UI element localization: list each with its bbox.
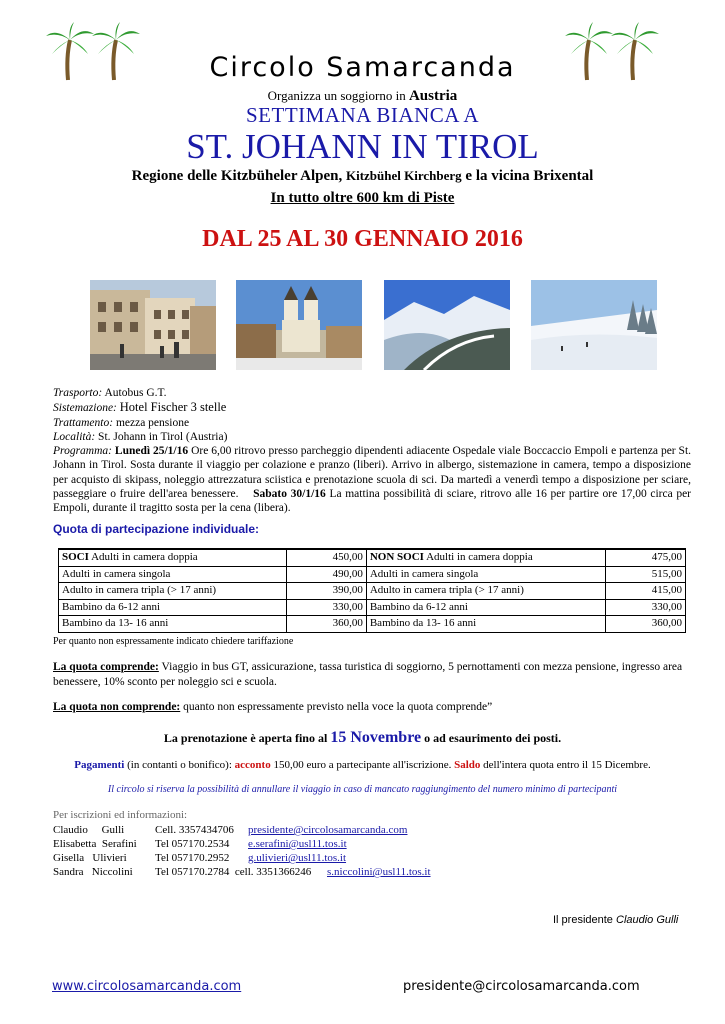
day1-label: Lunedì 25/1/16 [114, 445, 189, 458]
soci-description-text: Adulti in camera doppia [91, 551, 198, 563]
table-row [59, 549, 686, 566]
trip-info [53, 386, 691, 516]
nonsoci-price [605, 599, 685, 616]
day2-text: La mattina possibilità di sciare, ritrovo alle 16 per partire ore 17,00 circa per Empoli, durante il tragitto sosta per la cena (libera). [53, 488, 692, 515]
nonsoci-description-text: Adulti in camera singola [369, 567, 479, 580]
piste-line: In tutto oltre 600 km di Piste [270, 190, 455, 206]
day1-text: Ore 6,00 ritrovo presso parcheggio dipendenti adiacente Ospedale viale Boccaccio Empoli e partenza per St. Johann in Tirol. Sosta durante il viaggio per colazione e pranzo (liberi). Arrivo in albergo, sistemazione in camera, tempo a disposizione per acquisto di skipass, noleggio attrezzatura sciistica e prenotazione scuola di sci. Da martedì a venerdì tempo a disposizione per sciare, passeggiare o fruire dell'area benessere. [53, 445, 692, 501]
sistemazione-value: Hotel Fischer 3 stelle [119, 400, 227, 415]
soci-price-text: 390,00 [332, 584, 363, 596]
nonsoci-description [366, 599, 605, 616]
contact-email-link[interactable]: s.niccolini@usl11.tos.it [327, 866, 431, 878]
category-label: SOCI [62, 551, 89, 563]
photo-church [236, 280, 362, 370]
photo-town-street [90, 280, 216, 370]
trattamento-value: mezza pensione [115, 416, 190, 429]
contact-phone: Cell. 3357434706 [155, 824, 234, 836]
soci-price [286, 616, 366, 633]
nonsoci-description [366, 583, 605, 600]
prenotazione-suffix: o ad esaurimento dei posti. [424, 731, 562, 745]
prenotazione-prefix: La prenotazione è aperta fino al [163, 731, 328, 745]
nonsoci-description [366, 566, 605, 583]
contact-phone: Tel 057170.2952 [155, 852, 230, 864]
trasporto-value: Autobus G.T. [104, 387, 167, 399]
quota-title: Quota di partecipazione individuale: [53, 522, 260, 536]
contact-phone: Tel 057170.2784 cell. 3351366246 [155, 866, 312, 878]
nonsoci-price [605, 583, 685, 600]
soci-description-text: Adulto in camera tripla (> 17 anni) [62, 584, 217, 596]
nonsoci-price-text: 415,00 [651, 584, 682, 596]
pagamenti-line [0, 759, 725, 771]
signature-role: Il presidente [553, 914, 613, 926]
contact-phone: Tel 057170.2534 [155, 838, 230, 850]
contact-name: Claudio Gulli [53, 824, 125, 836]
signature [553, 914, 678, 926]
event-kicker: SETTIMANA BIANCA A [245, 103, 480, 127]
tariff-note: Per quanto non espressamente indicato chiedere tariffazione [53, 636, 294, 647]
prenotazione-date: 15 Novembre [330, 729, 422, 746]
contact-email-link[interactable]: g.ulivieri@usl11.tos.it [248, 852, 347, 864]
localita-value: St. Johann in Tirol (Austria) [98, 430, 228, 443]
riserva-note: Il circolo si riserva la possibilità di annullare il viaggio in caso di mancato raggiungimento del numero minimo di partecipanti [107, 784, 618, 795]
soci-price [286, 599, 366, 616]
soci-description [59, 616, 287, 633]
nonsoci-price-text: 360,00 [651, 617, 682, 629]
soci-description-text: Bambino da 13- 16 anni [62, 617, 169, 629]
photo-ski-slope [384, 280, 510, 370]
soci-description-text: Bambino da 6-12 anni [62, 600, 161, 613]
sistemazione-label: Sistemazione: [53, 402, 117, 415]
contact-email-link[interactable]: e.serafini@usl11.tos.it [248, 838, 347, 850]
contact-email-link[interactable]: presidente@circolosamarcanda.com [248, 824, 408, 836]
comprende-label: La quota comprende: [53, 661, 159, 673]
contact-name: Sandra Niccolini [53, 866, 133, 878]
nonsoci-price-text: 475,00 [651, 551, 682, 563]
comprende-text: Viaggio in bus GT, assicurazione, tassa turistica di soggiorno, 5 pernottamenti con mezza pensione, ingresso area benessere, 10% sconto per noleggio sci e scuola. [53, 661, 683, 688]
pagamenti-text2: 150,00 euro a partecipante all'iscrizione. [273, 759, 452, 771]
soci-description [59, 583, 287, 600]
trasporto-label: Trasporto: [53, 387, 103, 399]
pagamenti-text1: (in contanti o bonifico): [127, 759, 232, 771]
quota-non-comprende [53, 700, 693, 715]
soci-price [286, 583, 366, 600]
nonsoci-price [605, 549, 685, 566]
soci-price-text: 330,00 [332, 600, 363, 613]
soci-description [59, 566, 287, 583]
nonsoci-price-text: 330,00 [651, 600, 682, 613]
nonsoci-description [366, 616, 605, 633]
soci-description [59, 599, 287, 616]
nonsoci-description-text: Adulto in camera tripla (> 17 anni) [369, 584, 524, 596]
quota-comprende [53, 660, 693, 690]
localita-label: Località: [53, 430, 96, 443]
nonsoci-description-text: Adulti in camera doppia [426, 551, 533, 563]
soci-price-text: 450,00 [332, 551, 363, 563]
event-dates: DAL 25 AL 30 GENNAIO 2016 [202, 226, 523, 252]
signature-name: Claudio Gulli [616, 914, 679, 926]
soci-price [286, 566, 366, 583]
footer-email: presidente@circolosamarcanda.com [403, 979, 640, 994]
soci-description [59, 549, 287, 566]
acconto-label: acconto [234, 759, 271, 771]
nonsoci-description-text: Bambino da 13- 16 anni [369, 617, 477, 629]
table-row [59, 599, 686, 616]
programma-label: Programma: [53, 445, 112, 458]
soci-price [286, 549, 366, 566]
day2-label: Sabato 30/1/16 [253, 488, 326, 501]
pagamenti-text3: dell'intera quota entro il 15 Dicembre. [483, 759, 651, 771]
photo-snow-forest [531, 280, 657, 370]
soci-price-text: 360,00 [332, 617, 363, 629]
non-comprende-text: quanto non espressamente previsto nella voce la quota comprende” [183, 701, 493, 713]
table-row [59, 583, 686, 600]
region-line [0, 168, 725, 185]
prenotazione-line [0, 729, 725, 747]
org-line-country: Austria [408, 88, 458, 104]
nonsoci-description-text: Bambino da 6-12 anni [369, 600, 468, 613]
price-table [58, 548, 686, 633]
saldo-label: Saldo [454, 759, 481, 771]
org-line-prefix: Organizza un soggiorno in [267, 88, 406, 103]
region-c: e la vicina Brixental [465, 168, 594, 184]
soci-description-text: Adulti in camera singola [62, 567, 171, 580]
trattamento-label: Trattamento: [53, 416, 114, 429]
pagamenti-label: Pagamenti [74, 759, 125, 771]
contact-name: Gisella Ulivieri [53, 852, 127, 864]
iscrizioni-title: Per iscrizioni ed informazioni: [53, 809, 188, 821]
nonsoci-price [605, 616, 685, 633]
footer-website-link[interactable]: www.circolosamarcanda.com [52, 979, 242, 994]
non-comprende-label: La quota non comprende: [53, 701, 181, 713]
region-b: Kitzbühel Kirchberg [345, 168, 462, 183]
programma [53, 444, 691, 515]
nonsoci-description [366, 549, 605, 566]
category-label: NON SOCI [369, 551, 424, 563]
page-title: ST. JOHANN IN TIROL [186, 127, 539, 166]
nonsoci-price [605, 566, 685, 583]
table-row [59, 566, 686, 583]
contact-name: Elisabetta Serafini [53, 838, 137, 850]
org-title: Circolo Samarcanda [209, 52, 516, 83]
nonsoci-price-text: 515,00 [651, 567, 682, 580]
region-a: Regione delle Kitzbüheler Alpen, [131, 168, 343, 184]
table-row [59, 616, 686, 633]
soci-price-text: 490,00 [332, 567, 363, 580]
